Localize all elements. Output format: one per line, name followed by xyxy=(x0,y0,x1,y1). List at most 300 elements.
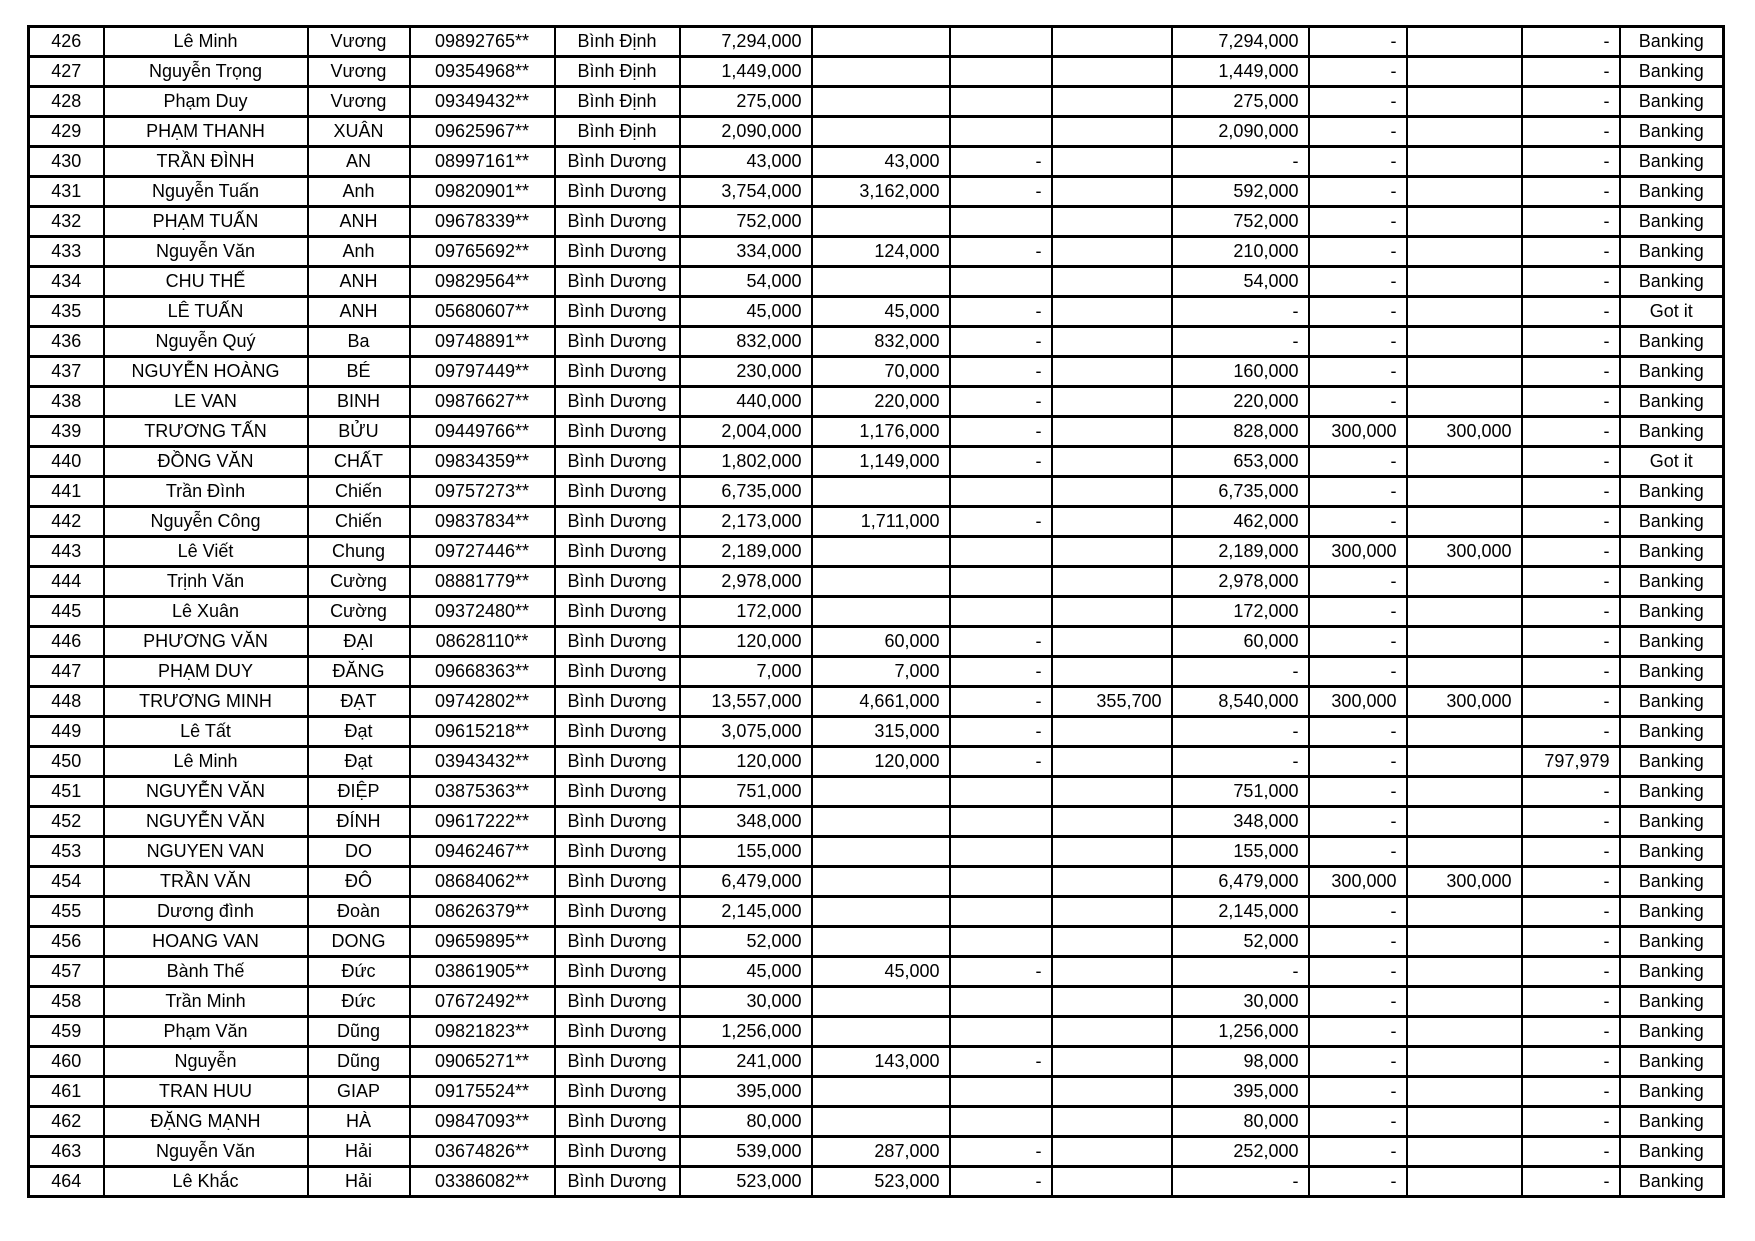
cell-row-number: 443 xyxy=(29,537,104,567)
cell-dash-col-1: - xyxy=(950,1137,1052,1167)
cell-row-number: 454 xyxy=(29,867,104,897)
cell-amount-f: - xyxy=(1522,1167,1620,1197)
cell-amount-extra: 355,700 xyxy=(1052,687,1172,717)
table-row xyxy=(29,627,1724,657)
cell-status: Banking xyxy=(1620,927,1724,957)
cell-phone-masked: 03674826** xyxy=(410,1137,555,1167)
cell-name-part-2: ĐĂNG xyxy=(308,657,410,687)
cell-province: Bình Dương xyxy=(555,777,680,807)
cell-amount-d: - xyxy=(1309,807,1407,837)
cell-amount-c: - xyxy=(1172,747,1309,777)
cell-amount-b: 523,000 xyxy=(812,1167,950,1197)
cell-amount-e xyxy=(1407,87,1522,117)
cell-amount-b: 287,000 xyxy=(812,1137,950,1167)
cell-phone-masked: 08881779** xyxy=(410,567,555,597)
cell-amount-d: - xyxy=(1309,447,1407,477)
cell-name-part-1: Trần Minh xyxy=(104,987,308,1017)
cell-amount-a: 334,000 xyxy=(680,237,812,267)
cell-amount-d: - xyxy=(1309,927,1407,957)
cell-name-part-2: Chiến xyxy=(308,477,410,507)
cell-row-number: 434 xyxy=(29,267,104,297)
cell-amount-a: 45,000 xyxy=(680,957,812,987)
cell-amount-extra xyxy=(1052,897,1172,927)
cell-amount-e xyxy=(1407,57,1522,87)
cell-row-number: 426 xyxy=(29,27,104,57)
cell-amount-e xyxy=(1407,507,1522,537)
cell-amount-f: - xyxy=(1522,267,1620,297)
cell-amount-f: - xyxy=(1522,357,1620,387)
cell-status: Banking xyxy=(1620,1137,1724,1167)
cell-row-number: 441 xyxy=(29,477,104,507)
cell-amount-c: 155,000 xyxy=(1172,837,1309,867)
cell-amount-e xyxy=(1407,627,1522,657)
cell-status: Got it xyxy=(1620,447,1724,477)
cell-dash-col-1: - xyxy=(950,297,1052,327)
cell-status: Banking xyxy=(1620,987,1724,1017)
cell-name-part-2: ANH xyxy=(308,297,410,327)
cell-amount-a: 172,000 xyxy=(680,597,812,627)
cell-amount-b xyxy=(812,1077,950,1107)
cell-amount-a: 7,294,000 xyxy=(680,27,812,57)
cell-phone-masked: 03861905** xyxy=(410,957,555,987)
cell-amount-extra xyxy=(1052,507,1172,537)
cell-amount-c: 751,000 xyxy=(1172,777,1309,807)
cell-name-part-1: Lê Khắc xyxy=(104,1167,308,1197)
cell-phone-masked: 09354968** xyxy=(410,57,555,87)
cell-name-part-1: Phạm Văn xyxy=(104,1017,308,1047)
table-row xyxy=(29,507,1724,537)
cell-amount-f: - xyxy=(1522,447,1620,477)
cell-phone-masked: 09892765** xyxy=(410,27,555,57)
cell-amount-e xyxy=(1407,1077,1522,1107)
cell-name-part-1: Nguyễn xyxy=(104,1047,308,1077)
cell-dash-col-1 xyxy=(950,897,1052,927)
cell-amount-c: 210,000 xyxy=(1172,237,1309,267)
cell-name-part-2: Hải xyxy=(308,1167,410,1197)
cell-dash-col-1 xyxy=(950,987,1052,1017)
cell-status: Banking xyxy=(1620,627,1724,657)
cell-phone-masked: 09668363** xyxy=(410,657,555,687)
cell-amount-c: 752,000 xyxy=(1172,207,1309,237)
cell-amount-extra xyxy=(1052,447,1172,477)
cell-name-part-1: Lê Viết xyxy=(104,537,308,567)
cell-province: Bình Dương xyxy=(555,207,680,237)
cell-phone-masked: 09372480** xyxy=(410,597,555,627)
cell-row-number: 444 xyxy=(29,567,104,597)
cell-amount-extra xyxy=(1052,27,1172,57)
cell-phone-masked: 09175524** xyxy=(410,1077,555,1107)
cell-amount-a: 120,000 xyxy=(680,747,812,777)
cell-name-part-1: Trần Đình xyxy=(104,477,308,507)
cell-amount-extra xyxy=(1052,567,1172,597)
cell-name-part-1: LE VAN xyxy=(104,387,308,417)
cell-amount-c: 252,000 xyxy=(1172,1137,1309,1167)
cell-phone-masked: 08626379** xyxy=(410,897,555,927)
cell-amount-f: - xyxy=(1522,507,1620,537)
cell-amount-e xyxy=(1407,207,1522,237)
cell-province: Bình Dương xyxy=(555,237,680,267)
cell-name-part-2: BINH xyxy=(308,387,410,417)
cell-dash-col-1 xyxy=(950,57,1052,87)
cell-amount-c: 462,000 xyxy=(1172,507,1309,537)
cell-name-part-2: HÀ xyxy=(308,1107,410,1137)
cell-name-part-1: HOANG VAN xyxy=(104,927,308,957)
cell-name-part-1: PHẠM TUẤN xyxy=(104,207,308,237)
cell-amount-c: 160,000 xyxy=(1172,357,1309,387)
cell-amount-extra xyxy=(1052,537,1172,567)
cell-province: Bình Dương xyxy=(555,507,680,537)
cell-dash-col-1: - xyxy=(950,687,1052,717)
cell-row-number: 448 xyxy=(29,687,104,717)
cell-amount-a: 2,978,000 xyxy=(680,567,812,597)
cell-name-part-2: Hải xyxy=(308,1137,410,1167)
cell-province: Bình Dương xyxy=(555,1137,680,1167)
cell-dash-col-1 xyxy=(950,537,1052,567)
cell-province: Bình Dương xyxy=(555,1167,680,1197)
cell-name-part-2: ANH xyxy=(308,267,410,297)
cell-amount-e xyxy=(1407,987,1522,1017)
table-row xyxy=(29,927,1724,957)
cell-phone-masked: 09659895** xyxy=(410,927,555,957)
cell-status: Banking xyxy=(1620,657,1724,687)
cell-amount-d: - xyxy=(1309,27,1407,57)
table-row xyxy=(29,477,1724,507)
cell-amount-extra xyxy=(1052,837,1172,867)
cell-amount-f: - xyxy=(1522,297,1620,327)
table-row xyxy=(29,1077,1724,1107)
cell-amount-extra xyxy=(1052,1017,1172,1047)
cell-amount-d: 300,000 xyxy=(1309,537,1407,567)
cell-amount-e xyxy=(1407,717,1522,747)
cell-amount-b xyxy=(812,57,950,87)
cell-amount-c: 395,000 xyxy=(1172,1077,1309,1107)
cell-row-number: 455 xyxy=(29,897,104,927)
cell-phone-masked: 09678339** xyxy=(410,207,555,237)
cell-name-part-2: Đạt xyxy=(308,747,410,777)
cell-province: Bình Dương xyxy=(555,807,680,837)
cell-dash-col-1: - xyxy=(950,1167,1052,1197)
cell-amount-e xyxy=(1407,1107,1522,1137)
cell-province: Bình Dương xyxy=(555,477,680,507)
cell-status: Banking xyxy=(1620,1167,1724,1197)
cell-province: Bình Dương xyxy=(555,177,680,207)
cell-amount-f: - xyxy=(1522,1047,1620,1077)
cell-province: Bình Dương xyxy=(555,897,680,927)
cell-amount-extra xyxy=(1052,717,1172,747)
cell-amount-d: - xyxy=(1309,327,1407,357)
cell-dash-col-1 xyxy=(950,207,1052,237)
cell-amount-c: - xyxy=(1172,657,1309,687)
cell-amount-b: 124,000 xyxy=(812,237,950,267)
cell-phone-masked: 09065271** xyxy=(410,1047,555,1077)
cell-amount-c: 30,000 xyxy=(1172,987,1309,1017)
cell-amount-e xyxy=(1407,117,1522,147)
cell-name-part-1: TRAN HUU xyxy=(104,1077,308,1107)
cell-amount-c: 592,000 xyxy=(1172,177,1309,207)
cell-amount-e xyxy=(1407,747,1522,777)
cell-row-number: 437 xyxy=(29,357,104,387)
cell-province: Bình Dương xyxy=(555,717,680,747)
cell-dash-col-1 xyxy=(950,27,1052,57)
cell-amount-extra xyxy=(1052,747,1172,777)
cell-province: Bình Dương xyxy=(555,327,680,357)
cell-status: Banking xyxy=(1620,867,1724,897)
cell-row-number: 464 xyxy=(29,1167,104,1197)
cell-amount-b: 220,000 xyxy=(812,387,950,417)
cell-name-part-1: Nguyễn Công xyxy=(104,507,308,537)
cell-amount-d: - xyxy=(1309,837,1407,867)
cell-amount-d: - xyxy=(1309,747,1407,777)
cell-province: Bình Dương xyxy=(555,357,680,387)
cell-amount-f: - xyxy=(1522,567,1620,597)
cell-name-part-1: ĐẶNG MẠNH xyxy=(104,1107,308,1137)
cell-phone-masked: 07672492** xyxy=(410,987,555,1017)
cell-amount-d: - xyxy=(1309,777,1407,807)
cell-name-part-2: Dũng xyxy=(308,1017,410,1047)
cell-name-part-2: DONG xyxy=(308,927,410,957)
cell-amount-f: - xyxy=(1522,537,1620,567)
cell-name-part-1: Nguyễn Quý xyxy=(104,327,308,357)
cell-status: Banking xyxy=(1620,237,1724,267)
cell-amount-b: 4,661,000 xyxy=(812,687,950,717)
cell-amount-f: - xyxy=(1522,1107,1620,1137)
cell-phone-masked: 09449766** xyxy=(410,417,555,447)
cell-amount-a: 80,000 xyxy=(680,1107,812,1137)
cell-dash-col-1 xyxy=(950,1017,1052,1047)
cell-name-part-2: Anh xyxy=(308,237,410,267)
cell-amount-e: 300,000 xyxy=(1407,687,1522,717)
cell-amount-e: 300,000 xyxy=(1407,867,1522,897)
cell-amount-f: - xyxy=(1522,1017,1620,1047)
table-row xyxy=(29,147,1724,177)
cell-amount-f: - xyxy=(1522,1077,1620,1107)
cell-amount-c: - xyxy=(1172,1167,1309,1197)
cell-amount-f: - xyxy=(1522,927,1620,957)
cell-amount-c: 2,189,000 xyxy=(1172,537,1309,567)
cell-amount-b xyxy=(812,267,950,297)
cell-province: Bình Dương xyxy=(555,927,680,957)
cell-province: Bình Dương xyxy=(555,147,680,177)
cell-name-part-2: ANH xyxy=(308,207,410,237)
table-row xyxy=(29,537,1724,567)
cell-amount-b: 1,176,000 xyxy=(812,417,950,447)
cell-name-part-1: Bành Thế xyxy=(104,957,308,987)
cell-amount-d: - xyxy=(1309,297,1407,327)
cell-status: Banking xyxy=(1620,87,1724,117)
cell-amount-e xyxy=(1407,27,1522,57)
cell-amount-a: 54,000 xyxy=(680,267,812,297)
cell-amount-e xyxy=(1407,1137,1522,1167)
cell-dash-col-1 xyxy=(950,597,1052,627)
cell-amount-extra xyxy=(1052,867,1172,897)
table-row xyxy=(29,867,1724,897)
cell-status: Banking xyxy=(1620,1077,1724,1107)
cell-name-part-1: Lê Xuân xyxy=(104,597,308,627)
cell-province: Bình Dương xyxy=(555,837,680,867)
cell-amount-d: 300,000 xyxy=(1309,687,1407,717)
cell-row-number: 442 xyxy=(29,507,104,537)
table-row xyxy=(29,987,1724,1017)
cell-amount-b: 3,162,000 xyxy=(812,177,950,207)
cell-amount-e xyxy=(1407,477,1522,507)
cell-amount-d: - xyxy=(1309,1167,1407,1197)
cell-amount-d: - xyxy=(1309,357,1407,387)
cell-dash-col-1 xyxy=(950,927,1052,957)
cell-amount-d: - xyxy=(1309,507,1407,537)
cell-amount-b xyxy=(812,87,950,117)
cell-status: Banking xyxy=(1620,147,1724,177)
cell-row-number: 430 xyxy=(29,147,104,177)
cell-amount-f: - xyxy=(1522,807,1620,837)
cell-amount-e xyxy=(1407,297,1522,327)
cell-province: Bình Định xyxy=(555,117,680,147)
cell-amount-a: 2,090,000 xyxy=(680,117,812,147)
cell-row-number: 447 xyxy=(29,657,104,687)
table-row xyxy=(29,447,1724,477)
table-row xyxy=(29,297,1724,327)
cell-amount-f: - xyxy=(1522,687,1620,717)
cell-dash-col-1: - xyxy=(950,237,1052,267)
table-row xyxy=(29,87,1724,117)
cell-status: Banking xyxy=(1620,57,1724,87)
cell-amount-c: 54,000 xyxy=(1172,267,1309,297)
cell-amount-b xyxy=(812,837,950,867)
cell-amount-e xyxy=(1407,387,1522,417)
cell-status: Banking xyxy=(1620,207,1724,237)
cell-amount-f: - xyxy=(1522,177,1620,207)
cell-status: Banking xyxy=(1620,747,1724,777)
cell-name-part-2: GIAP xyxy=(308,1077,410,1107)
cell-dash-col-1: - xyxy=(950,657,1052,687)
cell-amount-a: 1,449,000 xyxy=(680,57,812,87)
cell-name-part-1: Nguyễn Trọng xyxy=(104,57,308,87)
table-row xyxy=(29,777,1724,807)
cell-amount-extra xyxy=(1052,807,1172,837)
cell-province: Bình Dương xyxy=(555,537,680,567)
cell-status: Banking xyxy=(1620,807,1724,837)
cell-province: Bình Định xyxy=(555,57,680,87)
cell-province: Bình Dương xyxy=(555,657,680,687)
cell-province: Bình Dương xyxy=(555,747,680,777)
cell-amount-c: 2,978,000 xyxy=(1172,567,1309,597)
cell-amount-d: - xyxy=(1309,567,1407,597)
cell-phone-masked: 09876627** xyxy=(410,387,555,417)
cell-amount-d: - xyxy=(1309,147,1407,177)
cell-name-part-1: Lê Minh xyxy=(104,27,308,57)
table-row xyxy=(29,717,1724,747)
cell-dash-col-1: - xyxy=(950,507,1052,537)
cell-name-part-2: AN xyxy=(308,147,410,177)
cell-name-part-2: Ba xyxy=(308,327,410,357)
cell-amount-extra xyxy=(1052,117,1172,147)
cell-name-part-1: Phạm Duy xyxy=(104,87,308,117)
cell-amount-f: - xyxy=(1522,897,1620,927)
table-row xyxy=(29,897,1724,927)
cell-amount-b: 7,000 xyxy=(812,657,950,687)
table-row xyxy=(29,1107,1724,1137)
cell-name-part-1: LÊ TUẤN xyxy=(104,297,308,327)
cell-dash-col-1: - xyxy=(950,957,1052,987)
cell-dash-col-1 xyxy=(950,117,1052,147)
cell-province: Bình Dương xyxy=(555,1047,680,1077)
cell-row-number: 463 xyxy=(29,1137,104,1167)
cell-amount-b xyxy=(812,537,950,567)
cell-amount-b xyxy=(812,927,950,957)
table-row xyxy=(29,1017,1724,1047)
cell-amount-a: 752,000 xyxy=(680,207,812,237)
cell-amount-c: 172,000 xyxy=(1172,597,1309,627)
cell-amount-e xyxy=(1407,357,1522,387)
cell-amount-extra xyxy=(1052,777,1172,807)
cell-amount-f: - xyxy=(1522,837,1620,867)
cell-amount-d: - xyxy=(1309,207,1407,237)
cell-province: Bình Dương xyxy=(555,1107,680,1137)
cell-name-part-2: ĐÔ xyxy=(308,867,410,897)
table-row xyxy=(29,237,1724,267)
cell-name-part-2: BÉ xyxy=(308,357,410,387)
cell-name-part-2: Vương xyxy=(308,27,410,57)
cell-province: Bình Dương xyxy=(555,297,680,327)
cell-amount-e xyxy=(1407,1047,1522,1077)
cell-name-part-2: Dũng xyxy=(308,1047,410,1077)
cell-amount-f: - xyxy=(1522,87,1620,117)
cell-amount-d: - xyxy=(1309,1017,1407,1047)
cell-province: Bình Dương xyxy=(555,1077,680,1107)
cell-amount-extra xyxy=(1052,1107,1172,1137)
cell-amount-d: - xyxy=(1309,477,1407,507)
cell-name-part-2: ĐÍNH xyxy=(308,807,410,837)
table-row xyxy=(29,387,1724,417)
cell-amount-extra xyxy=(1052,987,1172,1017)
cell-phone-masked: 09615218** xyxy=(410,717,555,747)
cell-amount-b xyxy=(812,777,950,807)
table-row xyxy=(29,27,1724,57)
cell-amount-extra xyxy=(1052,237,1172,267)
cell-dash-col-1 xyxy=(950,777,1052,807)
cell-name-part-2: Đoàn xyxy=(308,897,410,927)
cell-amount-extra xyxy=(1052,627,1172,657)
cell-phone-masked: 09757273** xyxy=(410,477,555,507)
cell-amount-e xyxy=(1407,147,1522,177)
cell-amount-b: 45,000 xyxy=(812,957,950,987)
cell-amount-b xyxy=(812,477,950,507)
cell-phone-masked: 09625967** xyxy=(410,117,555,147)
cell-amount-e xyxy=(1407,237,1522,267)
cell-phone-masked: 09727446** xyxy=(410,537,555,567)
cell-name-part-1: PHẠM DUY xyxy=(104,657,308,687)
cell-amount-c: 6,479,000 xyxy=(1172,867,1309,897)
cell-province: Bình Dương xyxy=(555,417,680,447)
cell-amount-a: 1,802,000 xyxy=(680,447,812,477)
cell-phone-masked: 09748891** xyxy=(410,327,555,357)
table-row xyxy=(29,1137,1724,1167)
cell-amount-e xyxy=(1407,957,1522,987)
cell-row-number: 433 xyxy=(29,237,104,267)
cell-amount-a: 539,000 xyxy=(680,1137,812,1167)
cell-row-number: 462 xyxy=(29,1107,104,1137)
cell-amount-extra xyxy=(1052,207,1172,237)
cell-amount-f: - xyxy=(1522,117,1620,147)
cell-dash-col-1: - xyxy=(950,147,1052,177)
cell-name-part-1: Lê Minh xyxy=(104,747,308,777)
cell-amount-a: 348,000 xyxy=(680,807,812,837)
cell-status: Banking xyxy=(1620,1017,1724,1047)
cell-dash-col-1 xyxy=(950,87,1052,117)
cell-amount-c: - xyxy=(1172,717,1309,747)
cell-name-part-1: TRẦN VĂN xyxy=(104,867,308,897)
cell-amount-b: 1,149,000 xyxy=(812,447,950,477)
cell-amount-c: 275,000 xyxy=(1172,87,1309,117)
